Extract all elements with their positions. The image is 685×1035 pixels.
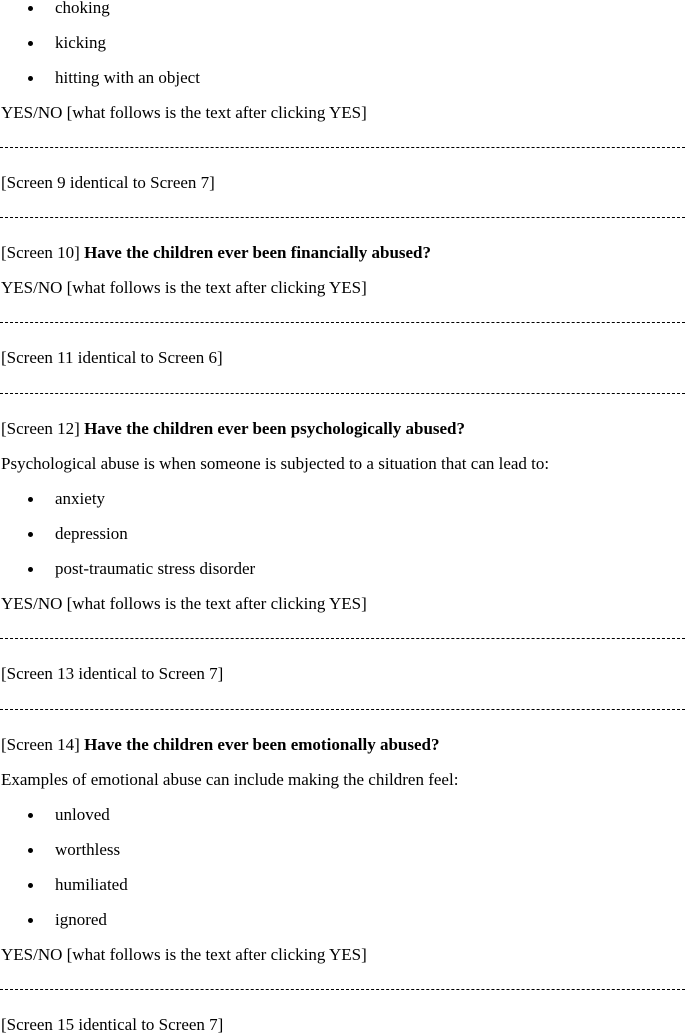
yes-no-note: YES/NO [what follows is the text after clicking YES] (1, 278, 367, 297)
screen-question: Have the children ever been financially abused? (84, 243, 432, 262)
bullet-icon (28, 848, 33, 853)
yes-no-note: YES/NO [what follows is the text after clicking YES] (1, 945, 367, 964)
screen-label: [Screen 12] (1, 419, 85, 438)
screen-label: [Screen 10] (1, 243, 85, 262)
bullet-icon (28, 6, 33, 11)
intro-text: Psychological abuse is when someone is subjected to a situation that can lead to: (1, 454, 550, 473)
bullet-icon (28, 41, 33, 46)
bullet-icon (28, 883, 33, 888)
intro-text: Examples of emotional abuse can include making the children feel: (1, 770, 459, 789)
bullet-icon (28, 918, 33, 923)
divider (0, 393, 685, 394)
screen-label: [Screen 14] (1, 735, 85, 754)
divider (0, 989, 685, 990)
screen-note: [Screen 9 identical to Screen 7] (1, 173, 215, 192)
divider (0, 638, 685, 639)
bullet-icon (28, 532, 33, 537)
divider (0, 217, 685, 218)
screen-note: [Screen 15 identical to Screen 7] (1, 1015, 224, 1034)
divider (0, 322, 685, 323)
screen-heading (1, 419, 465, 439)
yes-no-note: YES/NO [what follows is the text after clicking YES] (1, 594, 367, 613)
divider (0, 147, 685, 148)
screen-heading (1, 735, 440, 755)
bullet-icon (28, 76, 33, 81)
yes-no-note: YES/NO [what follows is the text after clicking YES] (1, 103, 367, 122)
screen-question: Have the children ever been psychologically abused? (84, 419, 466, 438)
bullet-icon (28, 813, 33, 818)
screen-note: [Screen 13 identical to Screen 7] (1, 664, 224, 683)
bullet-icon (28, 567, 33, 572)
screen-note: [Screen 11 identical to Screen 6] (1, 348, 223, 367)
screen-question: Have the children ever been emotionally abused? (84, 735, 440, 754)
screen-heading (1, 243, 431, 263)
divider (0, 709, 685, 710)
bullet-icon (28, 497, 33, 502)
